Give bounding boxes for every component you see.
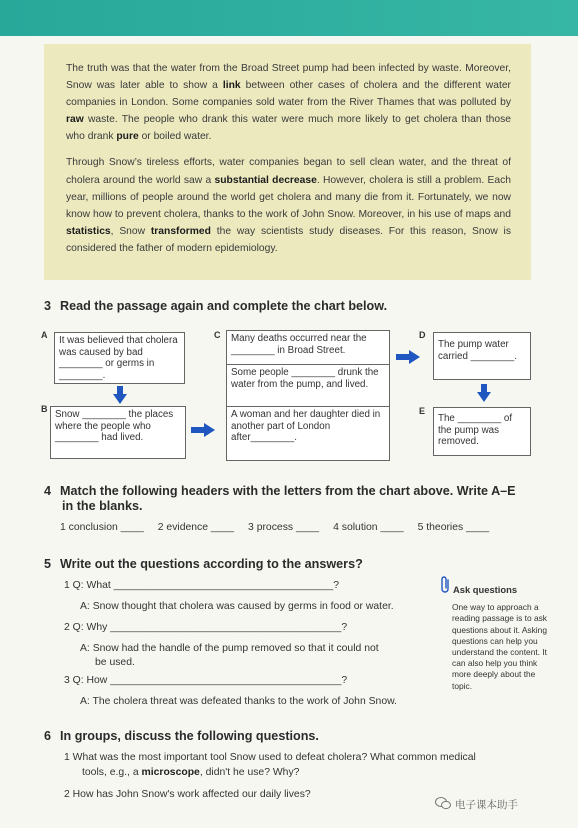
- answer-3: A: The cholera threat was defeated thanks to the work of John Snow.: [80, 696, 397, 707]
- match-item[interactable]: 1 conclusion ____: [60, 522, 144, 533]
- match-item[interactable]: 5 theories ____: [417, 522, 490, 533]
- section-title: Match the following headers with the letters from the chart above. Write A–E: [60, 484, 516, 498]
- keyword: statistics: [66, 225, 111, 237]
- chart-box-a: [54, 332, 185, 384]
- chart-box-c: [226, 330, 390, 461]
- section-5-heading: [44, 557, 363, 571]
- text: waste. The people who drank this water were much more likely to get cholera than those who drank: [66, 114, 511, 143]
- tip-heading: Ask questions: [453, 584, 518, 595]
- ask-questions-tip: [447, 584, 551, 708]
- match-item[interactable]: 3 process ____: [248, 522, 320, 533]
- discussion-question-1-line-1: 1 What was the most important tool Snow used to defeat cholera? What common medical: [64, 752, 476, 763]
- text: tools, e.g., a: [82, 767, 142, 778]
- match-item[interactable]: 4 solution ____: [333, 522, 404, 533]
- section-number: 6: [44, 729, 52, 743]
- chart-box-b: [50, 406, 186, 459]
- text: between other cases of cholera and the different water companies in London. Some companies sold water from the River Thames that was polluted by: [66, 80, 511, 109]
- section-3-heading: [44, 299, 387, 313]
- chart-box-c-cell-3: A woman and her daughter died in another part of London after________.: [227, 406, 389, 446]
- chart-box-a-text: It was believed that cholera was caused by bad ________ or germs in ________.: [59, 335, 178, 381]
- chart-letter-d: D: [419, 330, 426, 340]
- chart-box-d: [433, 332, 531, 380]
- chart-box-c-cell-2: Some people ________ drunk the water from the pump, and lived.: [227, 364, 389, 406]
- reading-passage: [44, 44, 531, 280]
- keyword: microscope: [141, 767, 200, 778]
- keyword: pure: [116, 131, 139, 143]
- match-items: [60, 522, 520, 533]
- chart-letter-b: B: [41, 404, 48, 414]
- question-1[interactable]: 1 Q: What ______________________________________?: [64, 580, 340, 591]
- question-2[interactable]: 2 Q: Why ________________________________________?: [64, 622, 348, 633]
- keyword: link: [222, 80, 241, 92]
- section-title-continued: in the blanks.: [62, 499, 143, 513]
- chart-box-e: [433, 407, 531, 456]
- section-title: Read the passage again and complete the chart below.: [60, 299, 388, 313]
- answer-2-line-2: be used.: [95, 657, 135, 668]
- text: the way scientists study diseases. For this reason, Snow is considered the father of modern epidemiology.: [66, 225, 511, 254]
- watermark-text: 电子课本助手: [455, 799, 518, 811]
- chart-box-d-text: The pump water carried ________.: [438, 339, 517, 362]
- section-title: Write out the questions according to the answers?: [60, 557, 363, 571]
- keyword: substantial decrease: [214, 174, 317, 186]
- chart-box-c-cell-1: Many deaths occurred near the ________ in Broad Street.: [231, 333, 367, 356]
- section-number: 4: [44, 484, 52, 498]
- section-6-heading: [44, 729, 319, 743]
- answer-1: A: Snow thought that cholera was caused by germs in food or water.: [80, 601, 394, 612]
- text: Through Snow’s tireless efforts, water companies began to sell clean water, and the threat of cholera around the world saw a: [66, 157, 511, 186]
- arrow-down-icon: [113, 386, 127, 404]
- tip-body: One way to approach a reading passage is to ask questions about it. Asking questions can help you understand the content. It can also help you think more deeply about the topic.: [452, 602, 547, 691]
- passage-paragraph-1: [66, 60, 511, 145]
- chart-letter-a: A: [41, 330, 48, 340]
- section-number: 5: [44, 557, 52, 571]
- arrow-right-icon: [396, 350, 420, 364]
- top-color-bar: [0, 0, 578, 36]
- text: The truth was that the water from the Broad Street pump had been infected by waste. Moreover, Snow was later able to show a: [66, 63, 511, 92]
- arrow-down-icon: [477, 384, 491, 402]
- wechat-icon: [435, 796, 451, 810]
- arrow-right-icon: [191, 423, 215, 437]
- keyword: raw: [66, 114, 84, 126]
- chart-box-e-text: The ________ of the pump was removed.: [438, 413, 513, 447]
- chart-letter-e: E: [419, 406, 426, 416]
- section-title: In groups, discuss the following questions.: [60, 729, 319, 743]
- text: , Snow: [110, 225, 151, 237]
- text: or boiled water.: [138, 131, 212, 143]
- section-number: 3: [44, 299, 52, 313]
- text: , didn't he use? Why?: [199, 767, 300, 778]
- match-item[interactable]: 2 evidence ____: [157, 522, 235, 533]
- section-4-heading: [44, 484, 516, 514]
- discussion-question-2: 2 How has John Snow's work affected our daily lives?: [64, 789, 311, 800]
- text: . However, cholera is still a problem. Each year, millions of people around the world get cholera and many die from it. Fortunately, we now know how to prevent cholera, thanks to the work of John Snow. Moreover, in his use of maps and: [66, 174, 511, 220]
- chart-letter-c: C: [214, 330, 221, 340]
- answer-2-line-1: A: Snow had the handle of the pump removed so that it could not: [80, 643, 379, 654]
- discussion-question-1-line-2: [82, 767, 299, 778]
- keyword: transformed: [150, 225, 211, 237]
- question-3[interactable]: 3 Q: How ________________________________________?: [64, 675, 348, 686]
- chart-box-b-text: Snow ________ the places where the people who ________ had lived.: [55, 409, 174, 443]
- passage-paragraph-2: [66, 154, 511, 257]
